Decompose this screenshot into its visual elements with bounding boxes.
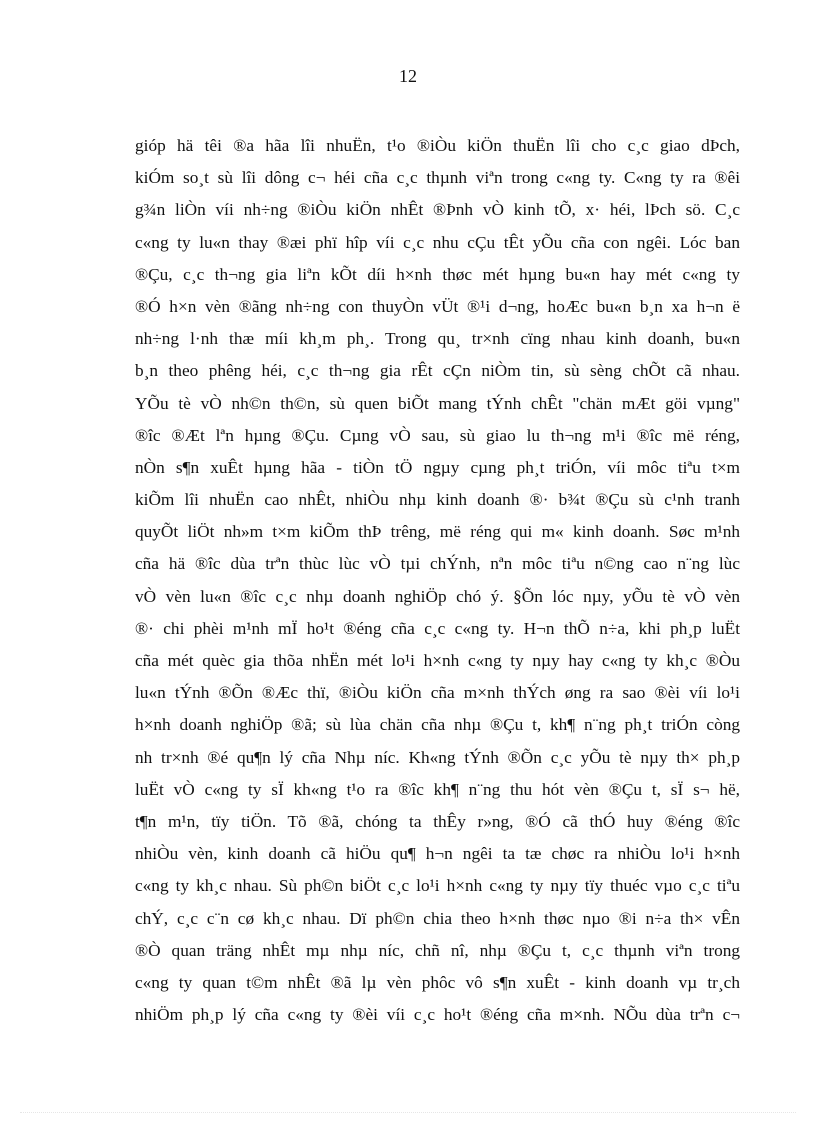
text-line: nh÷ng l·nh thæ míi kh¸m ph¸. Trong qu¸ tr×nh cïng nhau kinh doanh, bu«n <box>135 329 740 349</box>
text-line: h×nh doanh nghiÖp ®ã; sù lùa chän cña nhµ ®Çu t, kh¶ n¨ng ph¸t triÓn còng <box>135 715 740 735</box>
text-line: lu«n tÝnh ®Õn ®Æc thï, ®iÒu kiÖn cña m×nh thÝch øng ra sao ®èi víi lo¹i <box>135 683 740 703</box>
text-line: b¸n theo phêng héi, c¸c th¬ng gia rÊt cÇn niÒm tin, sù sèng chÕt cã nhau. <box>135 361 740 381</box>
text-line: ®· chi phèi m¹nh mÏ ho¹t ®éng cña c¸c c«ng ty. H¬n thÕ n÷a, khi ph¸p luËt <box>135 618 740 638</box>
body-paragraph <box>135 130 740 1031</box>
text-line: chÝ, c¸c c¨n cø kh¸c nhau. Dï ph©n chia theo h×nh thøc nµo ®i n÷a th× vÊn <box>135 908 740 928</box>
text-line: nhiÒu vèn, kinh doanh cã hiÖu qu¶ h¬n ngêi ta tæ chøc ra nhiÒu lo¹i h×nh <box>135 844 740 864</box>
text-line: ®îc ®Æt lªn hµng ®Çu. Cµng vÒ sau, sù giao lu th¬ng m¹i ®îc më réng, <box>135 425 740 445</box>
text-line: ®Çu, c¸c th¬ng gia liªn kÕt díi h×nh thøc mét hµng bu«n hay mét c«ng ty <box>135 264 740 284</box>
text-line: quyÕt liÖt nh»m t×m kiÕm thÞ trêng, më réng qui m« kinh doanh. Søc m¹nh <box>135 522 740 542</box>
page-number: 12 <box>399 66 417 86</box>
text-line: ®Ó h×n vèn ®ãng nh÷ng con thuyÒn vÜt ®¹i d¬ng, hoÆc bu«n b¸n xa h¬n ë <box>135 296 740 316</box>
text-line: kiÓm so¸t sù lîi dông c¬ héi cña c¸c thµnh viªn trong c«ng ty. C«ng ty ra ®êi <box>135 168 740 188</box>
text-line: kiÕm lîi nhuËn cao nhÊt, nhiÒu nhµ kinh doanh ®· b¾t ®Çu sù c¹nh tranh <box>135 490 740 510</box>
text-line: YÕu tè vÒ nh©n th©n, sù quen biÕt mang tÝnh chÊt "chän mÆt göi vµng" <box>135 393 740 413</box>
page-bottom-divider <box>20 1112 796 1113</box>
text-line: luËt vÒ c«ng ty sÏ kh«ng t¹o ra ®îc kh¶ n¨ng thu hót vèn ®Çu t, sÏ s¬ hë, <box>135 779 740 799</box>
text-line: t¶n m¹n, tïy tiÖn. Tõ ®ã, chóng ta thÊy r»ng, ®Ó cã thÓ huy ®éng ®îc <box>135 811 740 831</box>
text-line: g¾n liÒn víi nh÷ng ®iÒu kiÖn nhÊt ®Þnh vÒ kinh tÕ, x· héi, lÞch sö. C¸c <box>135 200 740 220</box>
text-line: cña hä ®îc dùa trªn thùc lùc vÒ tµi chÝnh, nªn môc tiªu n©ng cao n¨ng lùc <box>135 554 740 574</box>
text-line: vÒ vèn lu«n ®îc c¸c nhµ doanh nghiÖp chó ý. §Õn lóc nµy, yÕu tè vÒ vèn <box>135 586 740 606</box>
text-line: c«ng ty quan t©m nhÊt ®ã lµ vèn phôc vô s¶n xuÊt - kinh doanh vµ tr¸ch <box>135 972 740 992</box>
text-line: c«ng ty lu«n thay ®æi phï hîp víi c¸c nhu cÇu tÊt yÕu cña con ngêi. Lóc ban <box>135 232 740 252</box>
text-line: c«ng ty kh¸c nhau. Sù ph©n biÖt c¸c lo¹i h×nh c«ng ty nµy tïy thuéc vµo c¸c tiªu <box>135 876 740 896</box>
text-line: ®Ò quan träng nhÊt mµ nhµ níc, chñ nî, nhµ ®Çu t, c¸c thµnh viªn trong <box>135 940 740 960</box>
text-line: nhiÖm ph¸p lý cña c«ng ty ®èi víi c¸c ho¹t ®éng cña m×nh. NÕu dùa trªn c¬ <box>135 1005 740 1025</box>
text-line: gióp hä têi ®a hãa lîi nhuËn, t¹o ®iÒu kiÖn thuËn lîi cho c¸c giao dÞch, <box>135 136 740 155</box>
text-line: nh tr×nh ®é qu¶n lý cña Nhµ níc. Kh«ng tÝnh ®Õn c¸c yÕu tè nµy th× ph¸p <box>135 747 740 767</box>
text-line: nÒn s¶n xuÊt hµng hãa - tiÒn tÖ ngµy cµng ph¸t triÓn, víi môc tiªu t×m <box>135 457 740 477</box>
text-line: cña mét quèc gia thõa nhËn mét lo¹i h×nh c«ng ty nµy hay c«ng ty kh¸c ®Òu <box>135 651 740 670</box>
